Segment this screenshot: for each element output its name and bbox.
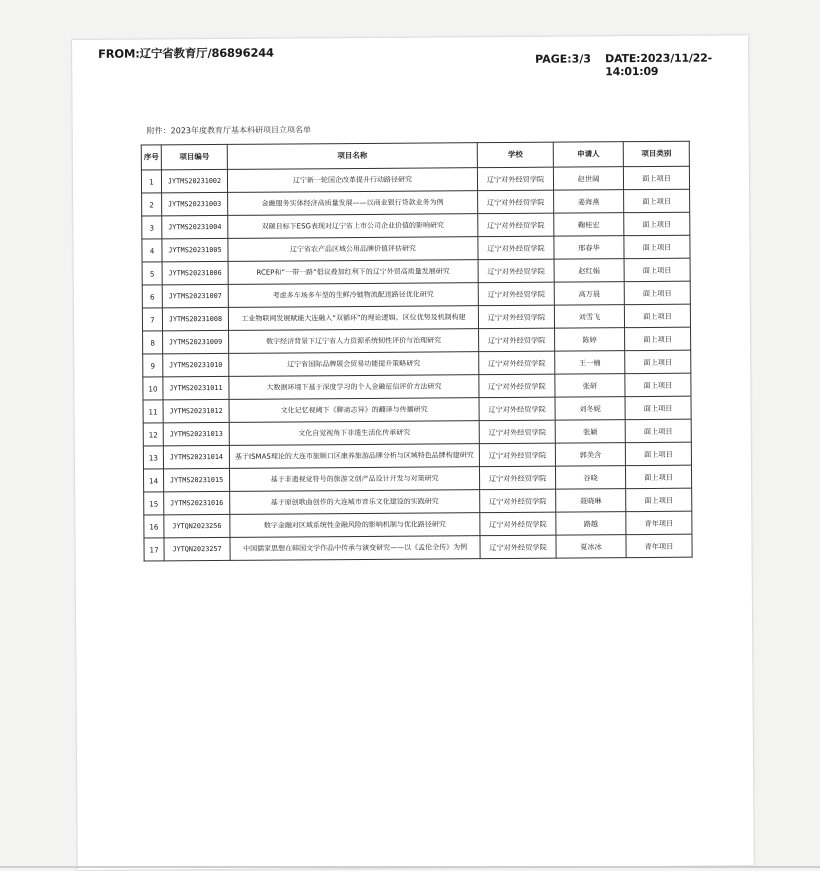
cell-project-code: JYTMS20231014 (163, 445, 229, 468)
fax-page-number: PAGE:3/3 (535, 52, 592, 66)
cell-index: 10 (143, 377, 163, 400)
cell-index: 2 (142, 193, 162, 216)
header-applicant: 申请人 (553, 142, 623, 167)
cell-project-name: 大数据环境下基于深度学习的个人金融征信评价方法研究 (229, 375, 479, 400)
cell-school: 辽宁对外经贸学院 (479, 420, 555, 444)
cell-category: 面上项目 (624, 258, 690, 281)
header-school: 学校 (477, 142, 553, 168)
cell-project-code: JYTMS20231010 (163, 353, 229, 376)
cell-project-name: 文化自觉视角下非遗生活化传承研究 (229, 421, 479, 446)
cell-school: 辽宁对外经贸学院 (479, 443, 555, 467)
cell-project-name: 辽宁省国际品牌展会贸易功能提升策略研究 (229, 352, 479, 377)
cell-project-code: JYTMS20231012 (163, 399, 229, 422)
cell-project-name: 基于非遗视觉符号的旅游文创产品设计开发与对策研究 (229, 467, 479, 492)
cell-category: 面上项目 (625, 327, 691, 350)
project-roster-table (141, 141, 693, 562)
cell-project-code: JYTMS20231015 (163, 468, 229, 491)
cell-category: 面上项目 (624, 212, 690, 235)
cell-applicant: 陈婷 (555, 328, 625, 351)
cell-project-code: JYTMS20231006 (162, 261, 228, 284)
cell-applicant: 谷晓 (555, 466, 625, 489)
cell-category: 面上项目 (626, 488, 692, 511)
cell-applicant: 赵红娟 (554, 259, 624, 282)
cell-index: 1 (141, 170, 161, 193)
cell-applicant: 高万晨 (554, 282, 624, 305)
cell-school: 辽宁对外经贸学院 (480, 535, 556, 559)
cell-project-code: JYTMS20231016 (164, 491, 230, 514)
cell-index: 7 (142, 308, 162, 331)
cell-category: 面上项目 (625, 350, 691, 373)
cell-school: 辽宁对外经贸学院 (480, 489, 556, 513)
cell-category: 面上项目 (624, 189, 690, 212)
fax-timestamp: DATE:2023/11/22-14:01:09 (605, 51, 713, 79)
cell-project-name: 金融服务实体经济高质量发展——以商业银行贷款业务为例 (228, 191, 478, 216)
cell-category: 面上项目 (624, 281, 690, 304)
cell-applicant: 刘冬妮 (555, 397, 625, 420)
attachment-caption: 附件：2023年度教育厅基本科研项目立项名单 (146, 125, 312, 136)
cell-applicant: 聂晓琳 (556, 489, 626, 512)
table-header-row (141, 141, 689, 170)
cell-category: 面上项目 (625, 419, 691, 442)
cell-school: 辽宁对外经贸学院 (479, 397, 555, 421)
cell-applicant: 邢春华 (554, 236, 624, 259)
cell-project-code: JYTQN2023257 (164, 537, 230, 560)
cell-index: 6 (142, 285, 162, 308)
cell-school: 辽宁对外经贸学院 (480, 512, 556, 536)
cell-applicant: 夏冰冰 (556, 535, 626, 558)
cell-project-name: 工业物联网发展赋能大连融入“双循环”的理论逻辑、区位优势及机制构建 (228, 306, 478, 331)
cell-index: 17 (144, 538, 164, 561)
cell-project-name: 基于ISMAS理论的大连市旅顺口区康养旅游品牌分析与区域特色品牌构建研究 (229, 444, 479, 469)
cell-project-code: JYTMS20231009 (163, 330, 229, 353)
cell-project-name: 中国儒家思想在韩国文学作品中传承与演变研究——以《孟伦全传》为例 (230, 536, 480, 561)
header-index: 序号 (141, 145, 161, 170)
cell-school: 辽宁对外经贸学院 (478, 213, 554, 237)
cell-project-name: 文化记忆视阈下《聊斋志异》的翻译与传播研究 (229, 398, 479, 423)
table-row (144, 534, 692, 561)
cell-applicant: 郭美含 (555, 443, 625, 466)
cell-project-code: JYTMS20231004 (162, 215, 228, 238)
cell-school: 辽宁对外经贸学院 (478, 236, 554, 260)
cell-category: 面上项目 (625, 442, 691, 465)
cell-category: 面上项目 (624, 304, 690, 327)
cell-project-name: 数字金融对区域系统性金融风险的影响机制与优化路径研究 (230, 513, 480, 538)
cell-school: 辽宁对外经贸学院 (478, 282, 554, 306)
cell-index: 4 (142, 239, 162, 262)
cell-category: 青年项目 (626, 511, 692, 534)
cell-index: 3 (142, 216, 162, 239)
cell-applicant: 张颖 (555, 420, 625, 443)
cell-project-name: RCEP和“一带一路”倡议叠加红利下的辽宁外贸高质量发展研究 (228, 260, 478, 285)
cell-project-code: JYTMS20231002 (161, 169, 227, 192)
cell-index: 11 (143, 400, 163, 423)
cell-school: 辽宁对外经贸学院 (479, 328, 555, 352)
cell-index: 12 (143, 423, 163, 446)
header-code: 项目编号 (161, 144, 227, 169)
cell-project-code: JYTMS20231003 (162, 192, 228, 215)
cell-project-code: JYTMS20231013 (163, 422, 229, 445)
cell-applicant: 鞠桂宏 (554, 213, 624, 236)
cell-project-code: JYTQN2023256 (164, 514, 230, 537)
cell-index: 15 (144, 492, 164, 515)
cell-school: 辽宁对外经贸学院 (479, 466, 555, 490)
cell-category: 面上项目 (625, 465, 691, 488)
cell-project-name: 基于原创歌曲创作的大连城市音乐文化建设的实践研究 (230, 490, 480, 515)
cell-project-name: 辽宁新一轮国企改革提升行动路径研究 (227, 168, 477, 193)
cell-index: 13 (143, 446, 163, 469)
cell-school: 辽宁对外经贸学院 (478, 305, 554, 329)
cell-school: 辽宁对外经贸学院 (479, 351, 555, 375)
cell-applicant: 赵世阔 (553, 167, 623, 190)
cell-project-code: JYTMS20231007 (162, 284, 228, 307)
cell-category: 青年项目 (626, 534, 692, 557)
cell-project-name: 考虑多车场多车型的生鲜冷链物流配送路径优化研究 (228, 283, 478, 308)
cell-applicant: 张研 (555, 374, 625, 397)
cell-category: 面上项目 (625, 373, 691, 396)
cell-index: 9 (143, 354, 163, 377)
cell-school: 辽宁对外经贸学院 (478, 259, 554, 283)
cell-project-code: JYTMS20231005 (162, 238, 228, 261)
cell-project-name: 数字经济背景下辽宁省人力资源系统韧性评价与治理研究 (229, 329, 479, 354)
cell-category: 面上项目 (625, 396, 691, 419)
cell-applicant: 姜海燕 (554, 190, 624, 213)
cell-school: 辽宁对外经贸学院 (479, 374, 555, 398)
header-name: 项目名称 (227, 143, 477, 170)
table-body (141, 166, 692, 561)
cell-applicant: 王一楠 (555, 351, 625, 374)
cell-applicant: 路越 (556, 512, 626, 535)
cell-index: 16 (144, 515, 164, 538)
cell-project-code: JYTMS20231011 (163, 376, 229, 399)
cell-school: 辽宁对外经贸学院 (477, 167, 553, 191)
cell-index: 8 (143, 331, 163, 354)
fax-sender: FROM:辽宁省教育厅/86896244 (98, 45, 274, 61)
cell-project-name: 辽宁省农产品区域公用品牌价值评估研究 (228, 237, 478, 262)
cell-applicant: 刘雪飞 (554, 305, 624, 328)
cell-category: 面上项目 (624, 235, 690, 258)
header-category: 项目类别 (623, 141, 689, 166)
cell-project-name: 双碳目标下ESG表现对辽宁省上市公司企业价值的影响研究 (228, 214, 478, 239)
cell-school: 辽宁对外经贸学院 (478, 190, 554, 214)
fax-page-sheet (72, 35, 754, 870)
scan-edge-divider (0, 866, 820, 868)
cell-index: 5 (142, 262, 162, 285)
cell-index: 14 (143, 469, 163, 492)
cell-category: 面上项目 (623, 166, 689, 189)
cell-project-code: JYTMS20231008 (162, 307, 228, 330)
